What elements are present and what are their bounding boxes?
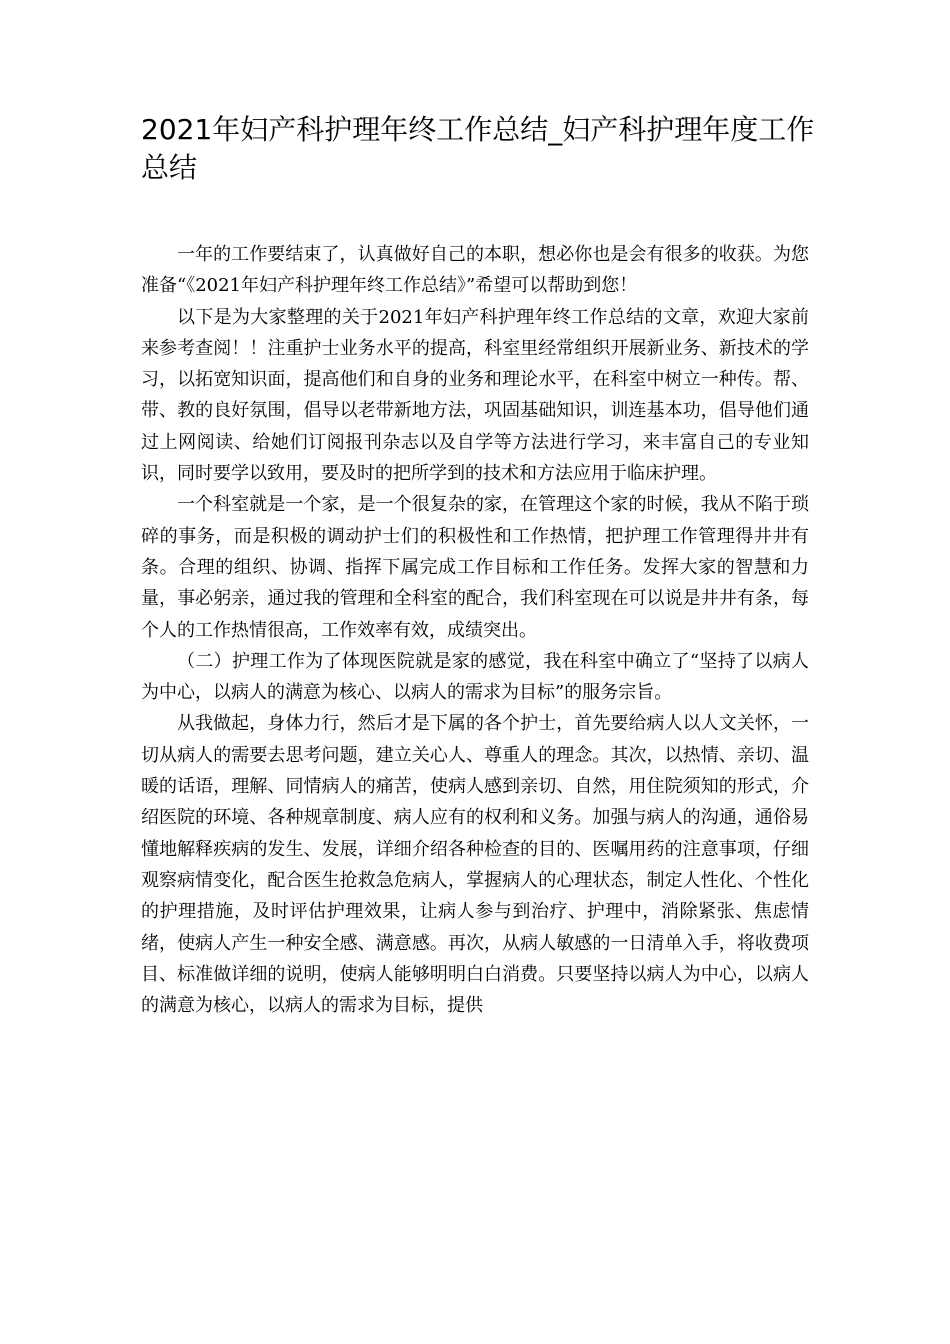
paragraph-staff-training: 以下是为大家整理的关于2021年妇产科护理年终工作总结的文章，欢迎大家前来参考查阅！！注重护士业务水平的提高，科室里经常组织开展新业务、新技术的学习，以拓宽知识面，提高他们和自身的业务和理论水平，在科室中树立一种传。帮、带、教的良好氛围，倡导以老带新地方法，巩固基础知识，训连基本功，倡导他们通过上网阅读、给她们订阅报刊杂志以及自学等方法进行学习，来丰富自己的专业知识，同时要学以致用，要及时的把所学到的技术和方法应用于临床护理。 (141, 306, 809, 485)
paragraph-intro: 一年的工作要结束了，认真做好自己的本职，想必你也是会有很多的收获。为您准备“《2021年妇产科护理年终工作总结》”希望可以帮助到您！ (141, 244, 809, 297)
document-title: 2021年妇产科护理年终工作总结_妇产科护理年度工作总结 (141, 113, 815, 184)
document-body (141, 239, 809, 1021)
paragraph-patient-care: 从我做起，身体力行，然后才是下属的各个护士，首先要给病人以人文关怀，一切从病人的需要去思考问题，建立关心人、尊重人的理念。其次，以热情、亲切、温暖的话语，理解、同情病人的痛苦，使病人感到亲切、自然，用住院须知的形式，介绍医院的环境、各种规章制度、病人应有的权利和义务。加强与病人的沟通，通俗易懂地解释疾病的发生、发展，详细介绍各种检查的目的、医嘱用药的注意事项，仔细观察病情变化，配合医生抢救急危病人，掌握病人的心理状态，制定人性化、个性化的护理措施，及时评估护理效果，让病人参与到治疗、护理中，消除紧张、焦虑情绪，使病人产生一种安全感、满意感。再次，从病人敏感的一日清单入手，将收费项目、标准做详细的说明，使病人能够明明白白消费。只要坚持以病人为中心，以病人的满意为核心，以病人的需求为目标，提供 (141, 713, 809, 1017)
paragraph-nursing-principle: （二）护理工作为了体现医院就是家的感觉，我在科室中确立了“坚持了以病人为中心，以病人的满意为核心、以病人的需求为目标”的服务宗旨。 (141, 650, 809, 704)
paragraph-department-management: 一个科室就是一个家，是一个很复杂的家，在管理这个家的时候，我从不陷于琐碎的事务，而是积极的调动护士们的积极性和工作热情，把护理工作管理得井井有条。合理的组织、协调、指挥下属完成工作目标和工作任务。发挥大家的智慧和力量，事必躬亲，通过我的管理和全科室的配合，我们科室现在可以说是井井有条，每个人的工作热情很高，工作效率有效，成绩突出。 (141, 494, 809, 641)
